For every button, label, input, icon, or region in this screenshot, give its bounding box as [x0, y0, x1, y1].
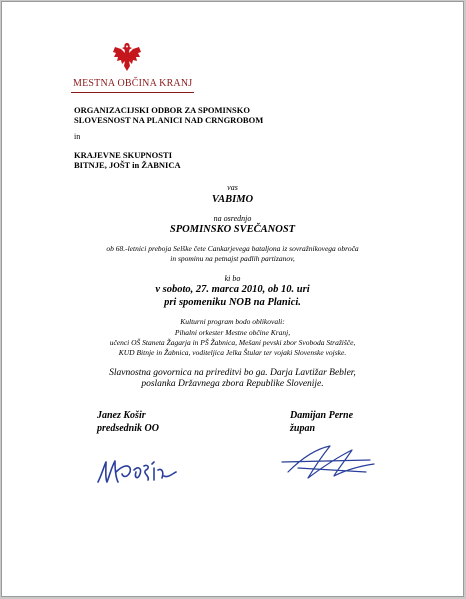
municipality-name: MESTNA OBČINA KRANJ	[73, 78, 193, 89]
eagle-coat-of-arms-icon	[112, 40, 142, 74]
right-signatory-name: Damijan Perne	[290, 410, 354, 421]
left-signatory-title: predsednik OO	[97, 423, 159, 434]
event-title: SPOMINSKO SVEČANOST	[169, 224, 296, 235]
left-handwritten-signature	[94, 452, 189, 492]
program-line-3: KUD Bitnje in Žabnica, voditeljica Jelka Štular ter vojaki Slovenske vojske.	[118, 348, 347, 357]
vas-text: vas	[227, 183, 238, 192]
program-line-2: učenci OŠ Staneta Žagarja in PŠ Žabnica, Mešani pevski zbor Svoboda Stražišče,	[109, 338, 356, 347]
speaker-line-2: poslanka Državnega zbora Republike Slovenije.	[141, 379, 324, 389]
program-intro: Kulturni program bodo oblikovali:	[180, 317, 285, 326]
place-line: pri spomeniku NOB na Planici.	[164, 297, 301, 308]
program-line-1: Pihalni orkester Mestne občine Kranj,	[174, 328, 291, 337]
organizer-line-2: SLOVESNOST NA PLANICI NAD CRNGROBOM	[74, 115, 264, 125]
right-handwritten-signature	[278, 442, 378, 484]
invitation-page	[1, 1, 464, 597]
organizer-line-1: ORGANIZACIJSKI ODBOR ZA SPOMINSKO	[74, 105, 250, 115]
ki-bo-text: ki bo	[224, 274, 241, 283]
vabimo-text: VABIMO	[211, 194, 254, 205]
na-osrednjo-text: na osrednjo	[213, 214, 252, 223]
organizer-line-4: BITNJE, JOŠT in ŽABNICA	[74, 160, 181, 170]
left-signatory-name: Janez Košir	[97, 410, 146, 421]
right-signatory-title: župan	[290, 423, 316, 434]
header-rule	[71, 92, 194, 93]
occasion-line-2: in spominu na petnajst padlih partizanov,	[170, 254, 295, 263]
organizer-conjunction: in	[74, 132, 81, 141]
organizer-line-3: KRAJEVNE SKUPNOSTI	[74, 150, 173, 160]
date-line: v soboto, 27. marca 2010, ob 10. uri	[155, 284, 310, 295]
occasion-line-1: ob 68.-letnici preboja Selške čete Cankarjevega bataljona iz sovražnikovega obroča	[106, 244, 359, 253]
speaker-line-1: Slavnostna govornica na prireditvi bo ga. Darja Lavtižar Bebler,	[109, 368, 356, 378]
